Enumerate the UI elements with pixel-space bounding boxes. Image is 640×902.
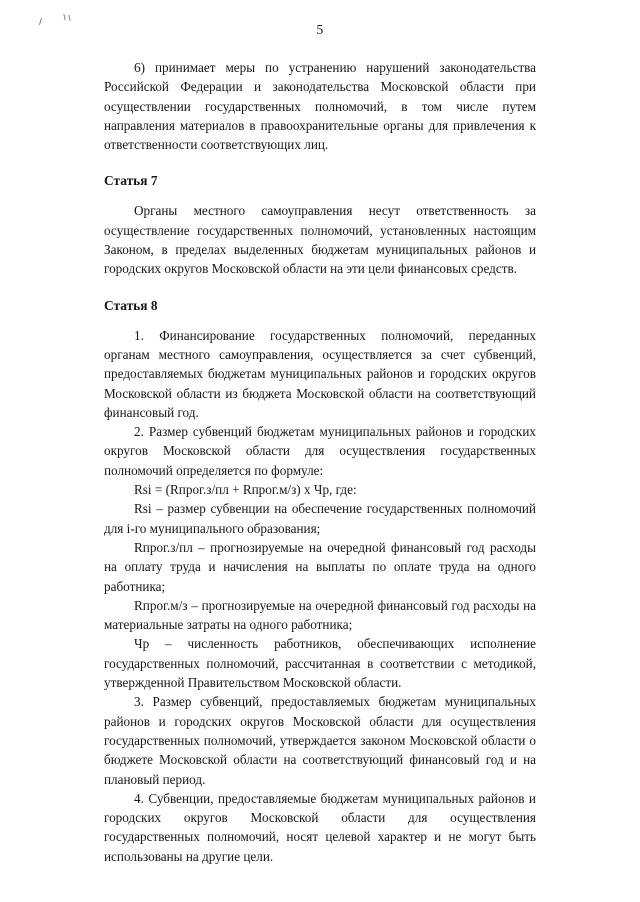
formula-definition-chr: Чр – численность работников, обеспечивающих исполнение государственных полномочий, рассчитанная в соответствии с методикой, утвержденной Правительством Московской области. bbox=[104, 636, 536, 691]
paragraph-article-8-clause-1: 1. Финансирование государственных полномочий, переданных органам местного самоуправления, осуществляется за счет субвенций, предоставляемых бюджетам муниципальных районов и городских округов Московской области из бюджета Московской области на соответствующий финансовый год. bbox=[104, 327, 536, 420]
paragraph-article-8-clause-4: 4. Субвенции, предоставляемые бюджетам муниципальных районов и городских округов Московской области для осуществления государственных полномочий, носят целевой характер и не могут быть использованы на другие цели. bbox=[104, 790, 536, 864]
paragraph-article-8-clause-3: 3. Размер субвенций, предоставляемых бюджетам муниципальных районов и городских округов Московской области для осуществления государственных полномочий, утверждается законом Московской области о бюджете Московской области на соответствующий финансовый год и на плановый период. bbox=[104, 694, 536, 787]
formula-line: Rsi = (Rпрог.з/пл + Rпрог.м/з) х Чр, где: bbox=[134, 482, 357, 498]
paragraph-article-8-clause-2: 2. Размер субвенций бюджетам муниципальных районов и городских округов Московской области для осуществления государственных полномочий определяется по формуле: bbox=[104, 424, 536, 478]
formula-definition-rprog-mz: Rпрог.м/з – прогнозируемые на очередной финансовый год расходы на материальные затраты на одного работника; bbox=[104, 597, 536, 633]
formula-definition-rsi: Rsi – размер субвенции на обеспечение государственных полномочий для i-го муниципального образования; bbox=[104, 501, 536, 536]
section-heading-article-8: Статья 8 bbox=[104, 297, 158, 313]
section-heading-article-7: Статья 7 bbox=[104, 173, 158, 189]
page-number: 5 bbox=[316, 22, 324, 37]
formula-definition-rprog-zpl: Rпрог.з/пл – прогнозируемые на очередной финансовый год расходы на оплату труда и начисления на выплаты по оплате труда на одного работника; bbox=[104, 539, 536, 594]
document-body bbox=[104, 58, 536, 866]
paragraph-article-7-body: Органы местного самоуправления несут ответственность за осуществление государственных полномочий, установленных настоящим Законом, в пределах выделенных бюджетам муниципальных районов и городских округов Московской области на эти цели финансовых средств. bbox=[104, 203, 536, 277]
paragraph-item-6: 6) принимает меры по устранению нарушений законодательства Российской Федерации и законодательства Московской области при осуществлении государственных полномочий, в том числе путем направления материалов в правоохранительные органы для привлечения к ответственности соответствующих лиц. bbox=[104, 60, 536, 153]
